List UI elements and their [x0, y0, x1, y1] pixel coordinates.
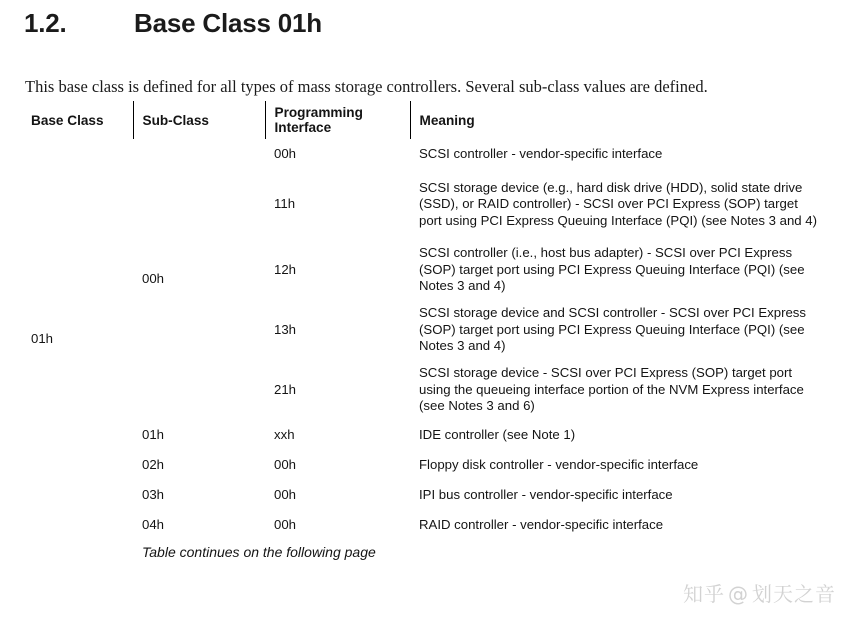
table-row: [22, 139, 828, 169]
table-row: [22, 450, 828, 480]
base-class-table: [22, 101, 828, 565]
table-row: [22, 420, 828, 450]
programming-interface-line-1: Programming: [274, 105, 363, 120]
column-header-base-class: Base Class: [31, 112, 104, 128]
cell-prog-if: 00h: [274, 516, 297, 532]
table-row: [22, 480, 828, 510]
cell-meaning: SCSI storage device - SCSI over PCI Express (SOP) target port using the queueing interface portion of the NVM Express interface (see Notes 3 and 6): [419, 365, 804, 414]
cell-meaning: SCSI controller (i.e., host bus adapter) - SCSI over PCI Express (SOP) target port using PCI Express Queuing Interface (PQI) (see Notes 3 and 4): [419, 245, 805, 294]
cell-meaning: Floppy disk controller - vendor-specific interface: [419, 456, 699, 472]
cell-sub-class: 03h: [142, 486, 165, 502]
table-body: [22, 139, 828, 565]
cell-prog-if: xxh: [274, 426, 295, 442]
cell-meaning: RAID controller - vendor-specific interface: [419, 516, 664, 532]
watermark-site: 知乎: [683, 582, 725, 606]
section-title: Base Class 01h: [134, 8, 322, 38]
cell-sub-class: 00h: [142, 271, 165, 287]
cell-prog-if: 00h: [274, 486, 297, 502]
table-footer-row: [22, 540, 828, 565]
watermark-at-symbol: @: [728, 582, 749, 606]
cell-base-class: 01h: [31, 331, 54, 347]
cell-sub-class: 02h: [142, 456, 165, 472]
column-header-meaning: Meaning: [410, 101, 828, 139]
table-header: [22, 101, 828, 139]
page-title: [24, 8, 322, 39]
programming-interface-line-2: Interface: [274, 120, 332, 135]
cell-prog-if: 00h: [274, 145, 297, 161]
cell-sub-class: 01h: [142, 426, 165, 442]
cell-footer-blank: [22, 540, 133, 565]
cell-meaning: SCSI storage device and SCSI controller - SCSI over PCI Express (SOP) target port using PCI Express Queuing Interface (PQI) (see Notes 3 and 4): [419, 305, 806, 354]
cell-prog-if: 00h: [274, 456, 297, 472]
cell-prog-if: 21h: [274, 381, 297, 397]
cell-meaning: SCSI storage device (e.g., hard disk drive (HDD), solid state drive (SSD), or RAID controller) - SCSI over PCI Express (SOP) target port using PCI Express Queuing Interface (PQI) (see Notes 3 and 4): [419, 179, 818, 228]
spec-table-container: [22, 101, 828, 565]
cell-meaning: SCSI controller - vendor-specific interface: [419, 145, 663, 161]
table-continuation-note: Table continues on the following page: [142, 544, 376, 560]
section-number: 1.2.: [24, 8, 67, 38]
intro-paragraph: This base class is defined for all types of mass storage controllers. Several sub-class values are defined.: [25, 76, 708, 96]
column-header-sub-class: Sub-Class: [133, 101, 265, 139]
cell-meaning: IPI bus controller - vendor-specific interface: [419, 486, 673, 502]
cell-prog-if: 12h: [274, 261, 297, 277]
table-row: [22, 510, 828, 540]
cell-meaning: IDE controller (see Note 1): [419, 426, 576, 442]
watermark: [683, 578, 836, 607]
watermark-username: 划天之音: [752, 582, 836, 606]
cell-sub-class: 04h: [142, 516, 165, 532]
column-header-programming-interface: [265, 101, 410, 139]
cell-prog-if: 11h: [274, 196, 296, 212]
cell-prog-if: 13h: [274, 321, 297, 337]
table-header-row: [22, 101, 828, 139]
